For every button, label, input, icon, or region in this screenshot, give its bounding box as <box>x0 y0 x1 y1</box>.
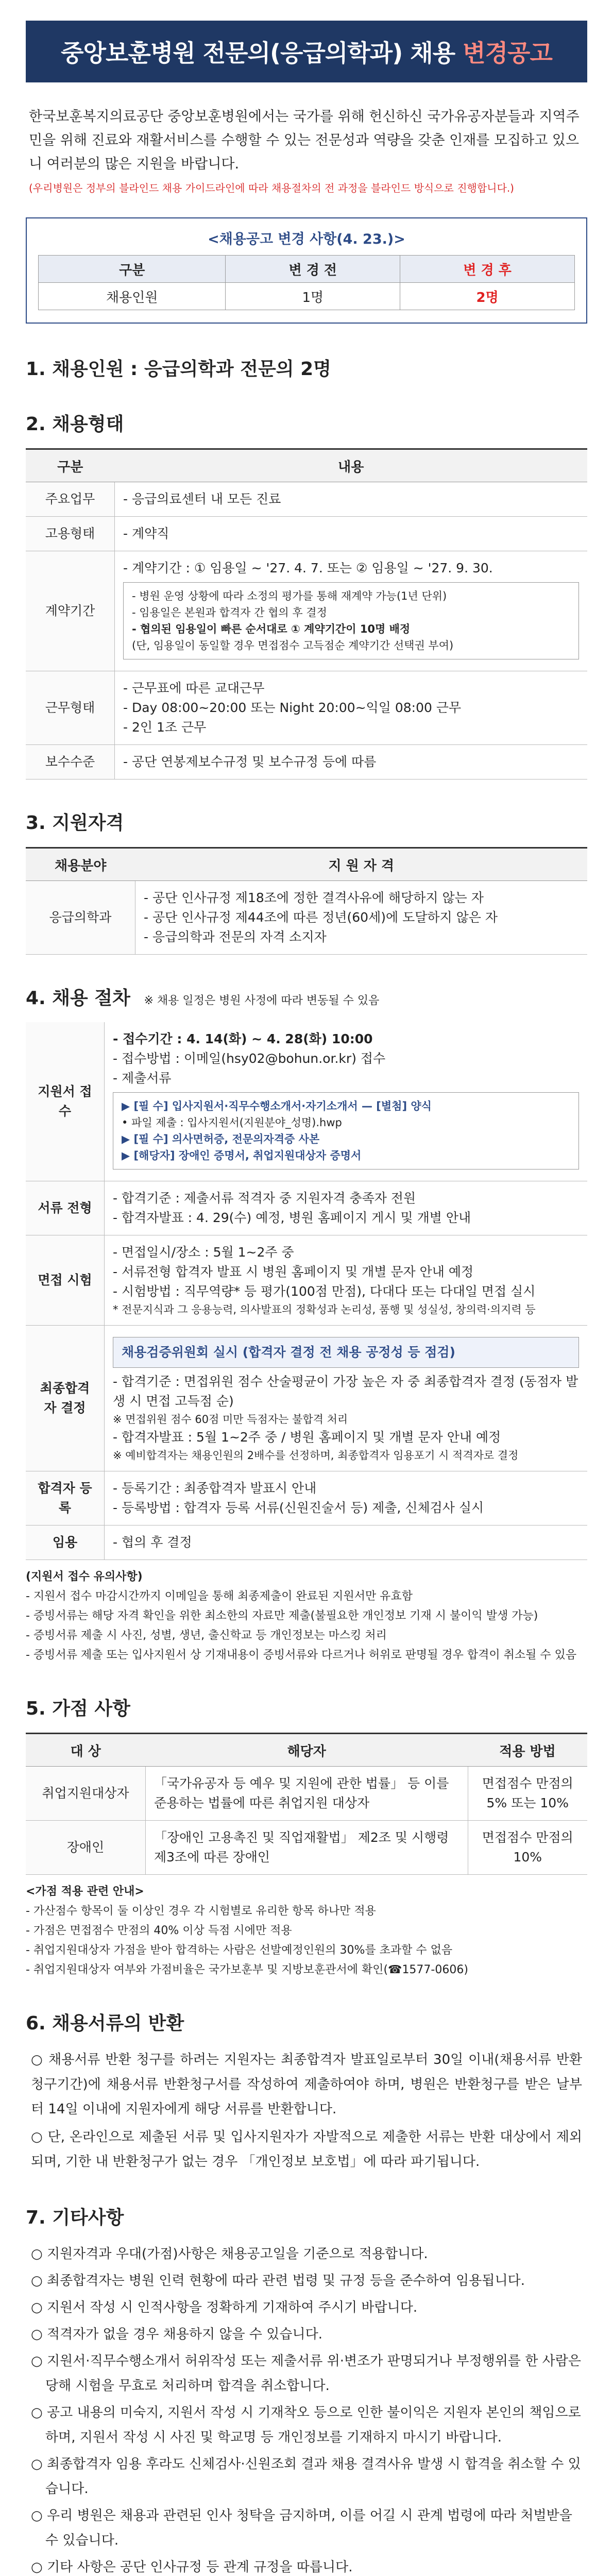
other-item: ○ 최종합격자는 병원 인력 현황에 따라 관련 법령 및 규정 등을 준수하여 임용됩니다. <box>31 2273 525 2289</box>
emp-period-box <box>123 582 579 659</box>
notice-title <box>26 21 587 82</box>
change-header-category: 구분 <box>39 256 226 283</box>
emp-shift-line2: - Day 08:00~20:00 또는 Night 20:00~익일 08:00 근무 <box>123 700 462 715</box>
application-note-3: - 증빙서류 제출 시 사진, 성별, 생년, 출신학교 등 개인정보는 마스킹 처리 <box>26 1629 387 1642</box>
application-notes <box>26 1567 587 1665</box>
proc-apply-label: 지원서 접수 <box>26 1022 105 1181</box>
bonus-note-1: - 가산점수 항목이 둘 이상인 경우 각 시험별로 유리한 항목 하나만 적용 <box>26 1905 376 1918</box>
emp-type-label: 고용형태 <box>26 517 115 551</box>
other-item: ○ 공고 내용의 미숙지, 지원서 작성 시 기재착오 등으로 인한 불이익은 지원자 본인의 책임으로 하며, 지원서 작성 시 사진 및 학교명 등 개인정보를 기재하지 마시기 바랍니다. <box>31 2405 581 2445</box>
procedure-table <box>26 1022 587 1560</box>
qual-requirement-cell <box>135 881 588 955</box>
proc-register-line2: - 등록방법 : 합격자 등록 서류(신원진술서 등) 제출, 신체검사 실시 <box>113 1500 484 1515</box>
section-6-title: 6. 채용서류의 반환 <box>26 2013 184 2034</box>
emp-duty-text: - 응급의료센터 내 모든 진료 <box>115 482 588 517</box>
qual-field-label: 응급의학과 <box>26 881 135 955</box>
change-row-after: 2명 <box>400 283 575 310</box>
title-highlight: 변경공고 <box>463 39 552 67</box>
change-caption: <채용공고 변경 사항(4. 23.)> <box>208 231 405 247</box>
other-item: ○ 우리 병원은 채용과 관련된 인사 청탁을 금지하며, 이를 어길 시 관계 법령에 따라 처벌받을 수 있습니다. <box>31 2508 572 2548</box>
employment-type-table <box>26 448 587 779</box>
emp-period-box-line1: - 병원 운영 상황에 따라 소정의 평가를 통해 재계약 가능(1년 단위) <box>132 590 447 602</box>
other-items-list <box>26 2242 587 2576</box>
proc-doc-screen-cell <box>105 1181 588 1235</box>
proc-apply-period: - 접수기간 : 4. 14(화) ~ 4. 28(화) 10:00 <box>113 1031 373 1046</box>
document-return-p2: ○ 단, 온라인으로 제출된 서류 및 입사지원자가 자발적으로 제출한 서류는 반환 대상에서 제외되며, 기한 내 반환청구가 없는 경우 「개인정보 보호법」에 따라 파기됩니다. <box>31 2129 582 2170</box>
proc-docs-optional: ▶ [해당자] 장애인 증명서, 취업지원대상자 증명서 <box>122 1149 362 1162</box>
proc-final-cell <box>105 1326 588 1471</box>
emp-header-category: 구분 <box>26 449 115 482</box>
application-note-4: - 증빙서류 제출 또는 입사지원서 상 기재내용이 증빙서류와 다르거나 허위로 판명될 경우 합격이 취소될 수 있음 <box>26 1649 577 1662</box>
proc-final-label: 최종합격자 결정 <box>26 1326 105 1471</box>
application-note-2: - 증빙서류는 해당 자격 확인을 위한 최소한의 자료만 제출(불필요한 개인정보 기재 시 불이익 발생 가능) <box>26 1609 538 1622</box>
proc-apply-cell <box>105 1022 588 1181</box>
qual-header-requirement: 지 원 자 격 <box>135 848 588 881</box>
emp-pay-text: - 공단 연봉제보수규정 및 보수규정 등에 따름 <box>115 745 588 779</box>
proc-register-cell <box>105 1471 588 1526</box>
proc-apply-docs: - 제출서류 <box>113 1071 172 1086</box>
section-5-title: 5. 가점 사항 <box>26 1698 130 1719</box>
other-item: ○ 지원서·직무수행소개서 허위작성 또는 제출서류 위·변조가 판명되거나 부정행위를 한 사람은 당해 시험을 무효로 처리하며 합격을 취소합니다. <box>31 2353 582 2394</box>
emp-shift-label: 근무형태 <box>26 671 115 745</box>
proc-register-label: 합격자 등록 <box>26 1471 105 1526</box>
bonus-notes-title: <가점 적용 관련 안내> <box>26 1885 144 1898</box>
bonus-veteran-target: 취업지원대상자 <box>26 1767 146 1821</box>
bonus-note-2: - 가점은 면접점수 만점의 40% 이상 득점 시에만 적용 <box>26 1924 292 1937</box>
proc-docs-required-2: ▶ [필 수] 의사면허증, 전문의자격증 사본 <box>122 1133 320 1145</box>
bonus-veteran-who: 「국가유공자 등 예우 및 지원에 관한 법률」 등 이를 준용하는 법률에 따른 취업지원 대상자 <box>146 1767 468 1821</box>
proc-interview-cell <box>105 1235 588 1326</box>
emp-shift-cell <box>115 671 588 745</box>
proc-docs-box <box>113 1092 579 1170</box>
proc-docs-file-note: • 파일 제출 : 입사지원서(지원분야_성명).hwp <box>122 1116 342 1129</box>
emp-period-cell <box>115 551 588 671</box>
proc-register-line1: - 등록기간 : 최종합격자 발표시 안내 <box>113 1481 317 1496</box>
change-table <box>38 255 575 310</box>
bonus-note-3: - 취업지원대상자 가점을 받아 합격하는 사람은 선발예정인원의 30%를 초과할 수 없음 <box>26 1944 453 1957</box>
emp-type-text: - 계약직 <box>115 517 588 551</box>
bonus-header-who: 해당자 <box>146 1734 468 1767</box>
change-notice-box <box>26 217 587 324</box>
proc-final-line2: ※ 면접위원 점수 60점 미만 득점자는 불합격 처리 <box>113 1413 348 1426</box>
section-7-title: 7. 기타사항 <box>26 2207 124 2228</box>
section-1-title: 1. 채용인원 : 응급의학과 전문의 2명 <box>26 359 331 380</box>
change-header-before: 변 경 전 <box>226 256 400 283</box>
proc-doc-screen-label: 서류 전형 <box>26 1181 105 1235</box>
document-return-p1: ○ 채용서류 반환 청구를 하려는 지원자는 최종합격자 발표일로부터 30일 이내(채용서류 반환청구기간)에 채용서류 반환청구서를 작성하여 제출하여야 하며, 병원은 반환청구를 받은 날부터 14일 이내에 지원자에게 해당 서류를 반환합니다. <box>31 2052 582 2117</box>
bonus-points-table <box>26 1733 587 1875</box>
bonus-notes <box>26 1882 587 1980</box>
emp-shift-line3: - 2인 1조 근무 <box>123 720 207 735</box>
change-header-after: 변 경 후 <box>400 256 575 283</box>
emp-pay-label: 보수수준 <box>26 745 115 779</box>
proc-appoint-label: 임용 <box>26 1526 105 1560</box>
proc-doc-screen-line2: - 합격자발표 : 4. 29(수) 예정, 병원 홈페이지 게시 및 개별 안내 <box>113 1210 471 1225</box>
section-4-title <box>26 984 587 1010</box>
bonus-header-target: 대 상 <box>26 1734 146 1767</box>
bonus-disabled-who: 「장애인 고용촉진 및 직업재활법」 제2조 및 시행령 제3조에 따른 장애인 <box>146 1821 468 1875</box>
blind-hiring-note: (우리병원은 정부의 블라인드 채용 가이드라인에 따라 채용절차의 전 과정을 블라인드 방식으로 진행합니다.) <box>29 182 514 194</box>
proc-appoint-text: - 협의 후 결정 <box>105 1526 588 1560</box>
other-item: ○ 지원서 작성 시 인적사항을 정확하게 기재하여 주시기 바랍니다. <box>31 2300 418 2315</box>
bonus-disabled-how: 면접점수 만점의 10% <box>468 1821 587 1875</box>
proc-interview-label: 면접 시험 <box>26 1235 105 1326</box>
emp-header-content: 내용 <box>115 449 588 482</box>
section-2-title: 2. 채용형태 <box>26 414 124 435</box>
qual-line2: - 공단 인사규정 제44조에 따른 정년(60세)에 도달하지 않은 자 <box>144 910 498 925</box>
proc-docs-required-1: ▶ [필 수] 입사지원서·직무수행소개서·자기소개서 — [별첨] 양식 <box>122 1100 432 1112</box>
emp-shift-line1: - 근무표에 따른 교대근무 <box>123 681 265 696</box>
section-3-title: 3. 지원자격 <box>26 812 124 834</box>
title-main: 중앙보훈병원 전문의(응급의학과) 채용 <box>61 39 455 67</box>
bonus-header-how: 적용 방법 <box>468 1734 587 1767</box>
proc-interview-line3: - 시험방법 : 직무역량* 등 평가(100점 만점), 다대다 또는 다대일 면접 실시 <box>113 1284 536 1299</box>
proc-final-line4: ※ 예비합격자는 채용인원의 2배수를 선정하며, 최종합격자 임용포기 시 적격자로 결정 <box>113 1449 519 1462</box>
proc-final-head: 채용검증위원회 실시 (합격자 결정 전 채용 공정성 등 점검) <box>113 1337 579 1368</box>
section-4-title-text: 4. 채용 절차 <box>26 988 130 1009</box>
proc-interview-line1: - 면접일시/장소 : 5월 1~2주 중 <box>113 1245 294 1260</box>
qual-line1: - 공단 인사규정 제18조에 정한 결격사유에 해당하지 않는 자 <box>144 890 484 905</box>
application-notes-title: (지원서 접수 유의사항) <box>26 1570 143 1583</box>
emp-period-box-line4: (단, 임용일이 동일할 경우 면접점수 고득점순 계약기간 선택권 부여) <box>132 639 454 652</box>
bonus-veteran-how: 면접점수 만점의 5% 또는 10% <box>468 1767 587 1821</box>
proc-interview-line4: * 전문지식과 그 응용능력, 의사발표의 정확성과 논리성, 품행 및 성실성, 창의력·의지력 등 <box>113 1303 536 1316</box>
proc-final-line3: - 합격자발표 : 5월 1~2주 중 / 병원 홈페이지 및 개별 문자 안내 예정 <box>113 1430 501 1445</box>
bonus-note-4: - 취업지원대상자 여부와 가점비율은 국가보훈부 및 지방보훈관서에 확인(☎1577-0606) <box>26 1963 468 1976</box>
intro-text: 한국보훈복지의료공단 중앙보훈병원에서는 국가를 위해 헌신하신 국가유공자분들과 지역주민을 위해 진료와 재활서비스를 수행할 수 있는 전문성과 역량을 갖춘 인재를 모집하고 있으니 여러분의 많은 지원을 바랍니다. <box>29 109 580 172</box>
proc-doc-screen-line1: - 합격기준 : 제출서류 적격자 중 지원자격 충족자 전원 <box>113 1191 416 1206</box>
proc-apply-method: - 접수방법 : 이메일(hsy02@bohun.or.kr) 접수 <box>113 1051 386 1066</box>
qual-line3: - 응급의학과 전문의 자격 소지자 <box>144 929 327 944</box>
section-4-title-note: ※ 채용 일정은 병원 사정에 따라 변동될 수 있음 <box>144 994 380 1007</box>
application-note-1: - 지원서 접수 마감시간까지 이메일을 통해 최종제출이 완료된 지원서만 유효함 <box>26 1590 413 1603</box>
proc-final-line1: - 합격기준 : 면접위원 점수 산술평균이 가장 높은 자 중 최종합격자 결정 (동점자 발생 시 면접 고득점 순) <box>113 1374 578 1409</box>
emp-period-line: - 계약기간 : ① 임용일 ~ '27. 4. 7. 또는 ② 임용일 ~ '27. 9. 30. <box>123 561 493 575</box>
document-return-text <box>26 2047 587 2174</box>
change-row-label: 채용인원 <box>39 283 226 310</box>
other-item: ○ 최종합격자 임용 후라도 신체검사·신원조회 결과 채용 결격사유 발생 시 합격을 취소할 수 있습니다. <box>31 2456 581 2497</box>
emp-period-box-line2: - 임용일은 본원과 합격자 간 협의 후 결정 <box>132 606 327 619</box>
other-item: ○ 적격자가 없을 경우 채용하지 않을 수 있습니다. <box>31 2327 323 2342</box>
emp-period-label: 계약기간 <box>26 551 115 671</box>
emp-period-box-line3: - 협의된 임용일이 빠른 순서대로 ① 계약기간이 10명 배정 <box>132 623 411 635</box>
emp-duty-label: 주요업무 <box>26 482 115 517</box>
change-row-before: 1명 <box>226 283 400 310</box>
proc-interview-line2: - 서류전형 합격자 발표 시 병원 홈페이지 및 개별 문자 안내 예정 <box>113 1264 474 1279</box>
other-item: ○ 기타 사항은 공단 인사규정 등 관계 규정을 따릅니다. <box>31 2560 353 2575</box>
other-item: ○ 지원자격과 우대(가점)사항은 채용공고일을 기준으로 적용합니다. <box>31 2246 428 2262</box>
bonus-disabled-target: 장애인 <box>26 1821 146 1875</box>
qualification-table <box>26 847 587 955</box>
qual-header-field: 채용분야 <box>26 848 135 881</box>
